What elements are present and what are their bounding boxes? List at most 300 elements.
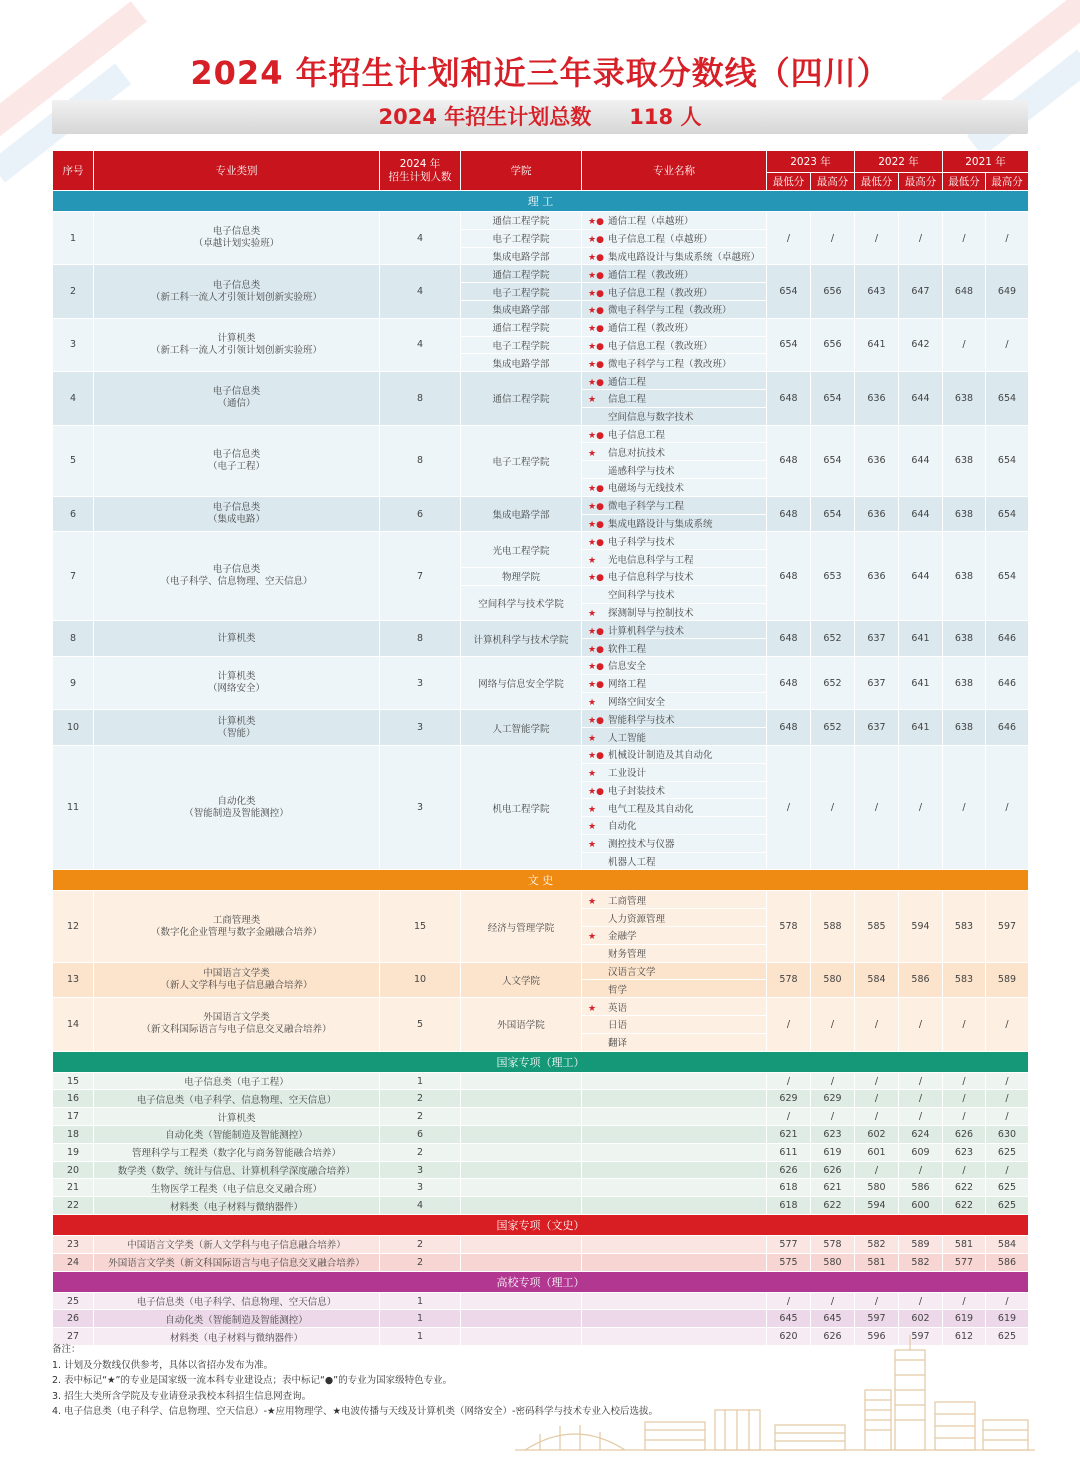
row-seq: 14 — [53, 998, 94, 1051]
category-sub: （智能） — [217, 727, 256, 739]
score-cell: / — [986, 1161, 1029, 1179]
row-seq: 16 — [53, 1090, 94, 1108]
row-major — [582, 300, 767, 318]
score-cell: / — [767, 212, 811, 265]
table-row — [53, 1108, 1029, 1126]
row-category: 材料类（电子材料与微纳器件） — [94, 1197, 380, 1215]
row-major — [582, 674, 767, 692]
score-cell: / — [855, 1292, 899, 1310]
score-cell: / — [811, 1292, 855, 1310]
row-major — [582, 407, 767, 425]
row-category: 管理科学与工程类（数字化与商务智能融合培养） — [94, 1143, 380, 1161]
score-cell: 626 — [811, 1328, 855, 1346]
score-cell: 636 — [855, 425, 899, 496]
row-seq: 27 — [53, 1328, 94, 1346]
score-cell: 626 — [811, 1161, 855, 1179]
table-row — [53, 1197, 1029, 1215]
plan-total-label: 2024 年招生计划总数 — [378, 105, 592, 129]
row-college: 集成电路学部 — [461, 354, 582, 372]
table-row — [53, 1072, 1029, 1090]
score-cell: 654 — [986, 532, 1029, 621]
row-plan: 10 — [380, 962, 461, 998]
row-major — [582, 927, 767, 945]
score-cell: 597 — [986, 891, 1029, 962]
row-college: 计算机科学与技术学院 — [461, 621, 582, 657]
row-major — [582, 909, 767, 927]
row-plan: 1 — [380, 1310, 461, 1328]
row-major — [582, 944, 767, 962]
row-college: 电子工程学院 — [461, 229, 582, 247]
score-cell: 622 — [943, 1179, 986, 1197]
col-plan: 2024 年 招生计划人数 — [380, 151, 461, 191]
row-college: 电子工程学院 — [461, 283, 582, 301]
row-major — [582, 763, 767, 781]
row-plan: 4 — [380, 265, 461, 318]
table-row — [53, 1143, 1029, 1161]
major-marks: ★● — [588, 359, 604, 370]
row-plan: 3 — [380, 745, 461, 870]
col-seq: 序号 — [53, 151, 94, 191]
row-major — [582, 1072, 767, 1090]
table-row — [53, 212, 1029, 230]
major-marks: ★ — [588, 555, 597, 566]
section-header — [53, 1271, 1029, 1292]
major-name: 人力资源管理 — [608, 913, 666, 925]
section-label: 文 史 — [53, 870, 1029, 891]
row-plan: 2 — [380, 1143, 461, 1161]
category-name: 电子信息类 — [212, 448, 261, 460]
major-name: 网络空间安全 — [608, 696, 666, 708]
table-row — [53, 621, 1029, 639]
score-cell: / — [986, 212, 1029, 265]
score-cell: 644 — [899, 372, 943, 425]
major-name: 微电子科学与工程（教改班） — [608, 305, 732, 317]
major-marks: ★● — [588, 430, 604, 441]
category-name: 电子信息类 — [212, 279, 261, 291]
score-cell: 641 — [899, 710, 943, 746]
row-category — [94, 891, 380, 962]
row-major — [582, 1236, 767, 1254]
score-cell: 619 — [943, 1310, 986, 1328]
score-cell: 612 — [943, 1328, 986, 1346]
major-name: 财务管理 — [608, 949, 647, 961]
major-name: 工业设计 — [608, 768, 647, 780]
score-cell: 641 — [899, 621, 943, 657]
row-plan: 3 — [380, 710, 461, 746]
major-marks: ★● — [588, 626, 604, 637]
row-major — [582, 567, 767, 585]
score-cell: / — [811, 998, 855, 1051]
score-cell: 589 — [899, 1236, 943, 1254]
col-major: 专业名称 — [582, 151, 767, 191]
table-row — [53, 1161, 1029, 1179]
row-plan: 6 — [380, 1126, 461, 1144]
row-seq: 23 — [53, 1236, 94, 1254]
row-category — [94, 212, 380, 265]
row-category: 计算机类 — [94, 1108, 380, 1126]
major-name: 工商管理 — [608, 895, 647, 907]
score-cell: 580 — [811, 962, 855, 998]
row-major — [582, 229, 767, 247]
table-header — [53, 151, 1029, 191]
row-seq: 3 — [53, 318, 94, 371]
major-marks: ★● — [588, 644, 604, 655]
score-cell: / — [986, 1292, 1029, 1310]
major-marks: ★● — [588, 306, 604, 317]
major-marks: ★ — [588, 395, 597, 406]
row-major — [582, 1090, 767, 1108]
score-cell: 583 — [943, 962, 986, 998]
row-plan: 8 — [380, 425, 461, 496]
row-seq: 19 — [53, 1143, 94, 1161]
score-cell: / — [943, 998, 986, 1051]
score-cell: 594 — [855, 1197, 899, 1215]
score-cell: 583 — [943, 891, 986, 962]
row-major — [582, 532, 767, 550]
score-cell: / — [767, 745, 811, 870]
row-major — [582, 372, 767, 390]
row-major — [582, 443, 767, 461]
score-cell: 623 — [811, 1126, 855, 1144]
major-marks: ★ — [588, 733, 597, 744]
major-marks: ★● — [588, 519, 604, 530]
row-major — [582, 980, 767, 998]
major-name: 人工智能 — [608, 732, 647, 744]
row-college — [461, 1143, 582, 1161]
score-cell: 637 — [855, 710, 899, 746]
table-row — [53, 1090, 1029, 1108]
score-cell: 629 — [811, 1090, 855, 1108]
row-seq: 10 — [53, 710, 94, 746]
major-name: 智能科学与技术 — [608, 714, 675, 726]
major-marks: ★● — [588, 235, 604, 246]
score-cell: / — [943, 1292, 986, 1310]
major-marks: ★ — [588, 932, 597, 943]
score-cell: 644 — [899, 532, 943, 621]
score-cell: 586 — [899, 962, 943, 998]
row-major — [582, 710, 767, 728]
row-major — [582, 656, 767, 674]
score-cell: / — [767, 1292, 811, 1310]
major-name: 电子信息工程（卓越班） — [608, 234, 713, 246]
score-cell: 636 — [855, 372, 899, 425]
category-name: 计算机类 — [217, 632, 256, 644]
score-cell: 626 — [767, 1161, 811, 1179]
score-cell: 589 — [986, 962, 1029, 998]
major-name: 集成电路设计与集成系统 — [608, 518, 713, 530]
row-plan: 3 — [380, 656, 461, 709]
major-name: 机器人工程 — [608, 857, 656, 869]
row-category: 电子信息类（电子科学、信息物理、空天信息） — [94, 1292, 380, 1310]
score-cell: 645 — [767, 1310, 811, 1328]
col-max: 最高分 — [899, 173, 943, 191]
row-category: 中国语言文学类（新人文学科与电子信息融合培养） — [94, 1236, 380, 1254]
category-sub: （新人文学科与电子信息融合培养） — [160, 979, 313, 991]
score-cell: 581 — [855, 1253, 899, 1271]
score-cell: 609 — [899, 1143, 943, 1161]
score-cell: / — [943, 212, 986, 265]
row-major — [582, 639, 767, 657]
row-plan: 1 — [380, 1072, 461, 1090]
major-name: 软件工程 — [608, 643, 647, 655]
table-body — [53, 191, 1029, 1346]
row-major — [582, 550, 767, 568]
table-row — [53, 1236, 1029, 1254]
major-name: 英语 — [608, 1002, 628, 1014]
row-college — [461, 1072, 582, 1090]
score-cell: / — [855, 1090, 899, 1108]
major-name: 微电子科学与工程（教改班） — [608, 358, 732, 370]
score-cell: 629 — [767, 1090, 811, 1108]
score-cell: 644 — [899, 496, 943, 532]
row-major — [582, 603, 767, 621]
row-plan: 6 — [380, 496, 461, 532]
major-name: 通信工程（教改班） — [608, 323, 694, 335]
row-category — [94, 745, 380, 870]
table-row — [53, 891, 1029, 909]
score-cell: 648 — [767, 621, 811, 657]
row-college — [461, 1292, 582, 1310]
category-sub: （数字化企业管理与数字金融融合培养） — [150, 926, 322, 938]
score-cell: 641 — [855, 318, 899, 371]
major-marks: ★ — [588, 697, 597, 708]
score-cell: 625 — [986, 1179, 1029, 1197]
score-cell: 581 — [943, 1236, 986, 1254]
section-label: 高校专项（理工） — [53, 1271, 1029, 1292]
table-row — [53, 962, 1029, 980]
score-cell: 580 — [811, 1253, 855, 1271]
row-major — [582, 496, 767, 514]
major-name: 日语 — [608, 1020, 628, 1032]
major-marks: ★● — [588, 324, 604, 335]
row-category — [94, 372, 380, 425]
score-cell: 638 — [943, 496, 986, 532]
category-name: 电子信息类 — [212, 564, 261, 576]
major-marks: ★● — [588, 751, 604, 762]
category-name: 工商管理类 — [212, 914, 261, 926]
score-cell: 638 — [943, 656, 986, 709]
row-major — [582, 998, 767, 1016]
score-cell: / — [855, 1161, 899, 1179]
row-major — [582, 318, 767, 336]
score-cell: 584 — [986, 1236, 1029, 1254]
score-cell: / — [855, 1108, 899, 1126]
score-cell: / — [899, 1072, 943, 1090]
row-seq: 5 — [53, 425, 94, 496]
score-cell: / — [943, 318, 986, 371]
row-college: 通信工程学院 — [461, 318, 582, 336]
major-marks: ★ — [588, 804, 597, 815]
score-cell: / — [767, 1072, 811, 1090]
score-cell: / — [855, 998, 899, 1051]
major-name: 网络工程 — [608, 679, 647, 691]
row-major — [582, 283, 767, 301]
row-seq: 12 — [53, 891, 94, 962]
score-cell: / — [855, 212, 899, 265]
table-row — [53, 1253, 1029, 1271]
score-cell: 611 — [767, 1143, 811, 1161]
table-row — [53, 1292, 1029, 1310]
col-2023: 2023 年 — [767, 151, 855, 173]
row-college: 经济与管理学院 — [461, 891, 582, 962]
score-cell: / — [986, 1090, 1029, 1108]
row-category — [94, 998, 380, 1051]
score-cell: 652 — [811, 621, 855, 657]
row-college: 空间科学与技术学院 — [461, 585, 582, 621]
row-college: 通信工程学院 — [461, 372, 582, 425]
score-cell: / — [943, 1108, 986, 1126]
row-category — [94, 962, 380, 998]
row-seq: 13 — [53, 962, 94, 998]
category-name: 计算机类 — [217, 671, 256, 683]
score-cell: 577 — [767, 1236, 811, 1254]
table-row — [53, 372, 1029, 390]
row-seq: 7 — [53, 532, 94, 621]
row-plan: 4 — [380, 318, 461, 371]
score-cell: 648 — [767, 496, 811, 532]
major-marks: ★● — [588, 484, 604, 495]
score-cell: 638 — [943, 425, 986, 496]
row-major — [582, 354, 767, 372]
note-line: 4. 电子信息类（电子科学、信息物理、空天信息）-★应用物理学、★电波传播与天线及计算机类（网络安全）-密码科学与技术专业入校后选拔。 — [52, 1406, 658, 1418]
score-cell: / — [986, 318, 1029, 371]
score-cell: 647 — [899, 265, 943, 318]
row-major — [582, 745, 767, 763]
major-marks: ★ — [588, 608, 597, 619]
score-cell: 575 — [767, 1253, 811, 1271]
score-cell: 637 — [855, 656, 899, 709]
score-cell: 652 — [811, 656, 855, 709]
major-marks: ★ — [588, 896, 597, 907]
score-cell: 656 — [811, 318, 855, 371]
row-plan: 15 — [380, 891, 461, 962]
major-name: 光电信息科学与工程 — [608, 554, 694, 566]
major-marks: ★● — [588, 573, 604, 584]
major-marks: ★ — [588, 840, 597, 851]
major-name: 电子科学与技术 — [608, 536, 675, 548]
row-plan: 4 — [380, 1197, 461, 1215]
row-category — [94, 318, 380, 371]
table-row — [53, 496, 1029, 514]
table-row — [53, 998, 1029, 1016]
row-major — [582, 817, 767, 835]
score-cell: 641 — [899, 656, 943, 709]
category-sub: （电子工程） — [207, 460, 265, 472]
row-category: 生物医学工程类（电子信息交叉融合班） — [94, 1179, 380, 1197]
score-cell: 643 — [855, 265, 899, 318]
notes-title: 备注： — [52, 1344, 81, 1355]
row-major — [582, 585, 767, 603]
row-plan: 8 — [380, 372, 461, 425]
row-seq: 25 — [53, 1292, 94, 1310]
row-college — [461, 1126, 582, 1144]
score-cell: 618 — [767, 1179, 811, 1197]
row-plan: 3 — [380, 1179, 461, 1197]
row-major — [582, 247, 767, 265]
score-cell: / — [899, 1090, 943, 1108]
row-college — [461, 1179, 582, 1197]
major-marks: ★● — [588, 377, 604, 388]
score-cell: / — [855, 1072, 899, 1090]
score-cell: 624 — [899, 1126, 943, 1144]
row-plan: 2 — [380, 1253, 461, 1271]
table-row — [53, 656, 1029, 674]
row-college: 人工智能学院 — [461, 710, 582, 746]
note-line: 2. 表中标记“★”的专业是国家级一流本科专业建设点；表中标记“●”的专业为国家级特色专业。 — [52, 1375, 453, 1387]
major-name: 探测制导与控制技术 — [608, 607, 694, 619]
row-college — [461, 1090, 582, 1108]
row-college: 电子工程学院 — [461, 425, 582, 496]
score-cell: 648 — [767, 532, 811, 621]
major-name: 通信工程（教改班） — [608, 269, 694, 281]
score-cell: / — [943, 1090, 986, 1108]
score-cell: 622 — [943, 1197, 986, 1215]
score-cell: / — [986, 1108, 1029, 1126]
row-seq: 22 — [53, 1197, 94, 1215]
major-name: 哲学 — [608, 984, 628, 996]
table-row — [53, 1179, 1029, 1197]
row-category — [94, 532, 380, 621]
row-category — [94, 496, 380, 532]
category-name: 电子信息类 — [212, 386, 261, 398]
row-college: 机电工程学院 — [461, 745, 582, 870]
score-cell: 636 — [855, 496, 899, 532]
major-name: 集成电路设计与集成系统（卓越班） — [608, 251, 761, 263]
col-min: 最低分 — [943, 173, 986, 191]
score-cell: 578 — [767, 962, 811, 998]
col-min: 最低分 — [767, 173, 811, 191]
row-college: 电子工程学院 — [461, 336, 582, 354]
row-major — [582, 1161, 767, 1179]
row-category: 自动化类（智能制造及智能测控） — [94, 1310, 380, 1328]
row-major — [582, 1108, 767, 1126]
major-marks: ★● — [588, 270, 604, 281]
plan-total-bar — [52, 100, 1028, 134]
row-category: 自动化类（智能制造及智能测控） — [94, 1126, 380, 1144]
category-sub: （通信） — [217, 398, 256, 410]
score-cell: 656 — [811, 265, 855, 318]
category-sub: （卓越计划实验班） — [193, 238, 280, 250]
category-sub: （智能制造及智能测控） — [184, 807, 289, 819]
score-cell: 649 — [986, 265, 1029, 318]
score-cell: 580 — [855, 1179, 899, 1197]
score-cell: 638 — [943, 372, 986, 425]
score-cell: / — [811, 212, 855, 265]
row-college — [461, 1310, 582, 1328]
row-seq: 26 — [53, 1310, 94, 1328]
row-college — [461, 1197, 582, 1215]
row-major — [582, 852, 767, 870]
col-2022: 2022 年 — [855, 151, 943, 173]
row-major — [582, 425, 767, 443]
row-major — [582, 621, 767, 639]
row-category: 电子信息类（电子科学、信息物理、空天信息） — [94, 1090, 380, 1108]
major-marks: ★● — [588, 341, 604, 352]
score-cell: 652 — [811, 710, 855, 746]
major-marks: ★ — [588, 822, 597, 833]
row-category — [94, 710, 380, 746]
row-college: 通信工程学院 — [461, 212, 582, 230]
major-marks: ★● — [588, 502, 604, 513]
score-cell: 654 — [986, 425, 1029, 496]
row-category — [94, 265, 380, 318]
row-plan: 7 — [380, 532, 461, 621]
col-category: 专业类别 — [94, 151, 380, 191]
category-sub: （新工科一流人才引领计划创新实验班） — [150, 344, 322, 356]
table-row — [53, 425, 1029, 443]
score-cell: 654 — [986, 372, 1029, 425]
major-name: 微电子科学与工程 — [608, 501, 685, 513]
